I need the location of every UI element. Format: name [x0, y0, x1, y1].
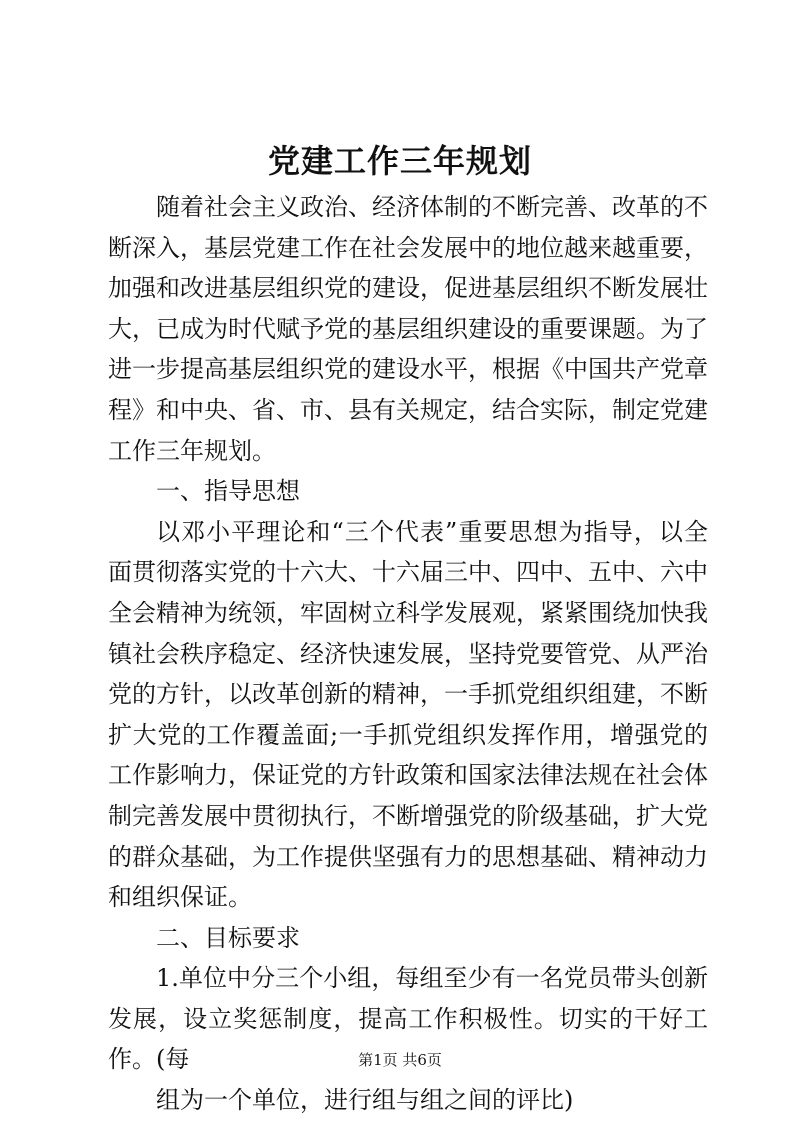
paragraph-intro: 随着社会主义政治、经济体制的不断完善、改革的不断深入，基层党建工作在社会发展中的地位越来越重要，加强和改进基层组织党的建设，促进基层组织不断发展壮大，已成为时代赋予党的基层组织建设的重要课题。为了进一步提高基层组织党的建设水平，根据《中国共产党章程》和中央、省、市、县有关规定，结合实际，制定党建工作三年规划。 — [108, 193, 708, 465]
document-body — [108, 187, 708, 1121]
paragraph-goal-item-1: 1.单位中分三个小组，每组至少有一名党员带头创新发展，设立奖惩制度，提高工作积极性。切实的干好工作。(每 — [108, 964, 708, 1074]
paragraph-guiding-ideology: 以邓小平理论和“三个代表”重要思想为指导，以全面贯彻落实党的十六大、十六届三中、四中、五中、六中全会精神为统领，牢固树立科学发展观，紧紧围绕加快我镇社会秩序稳定、经济快速发展，坚持党要管党、从严治党的方针，以改革创新的精神，一手抓党组织组建，不断扩大党的工作覆盖面;一手抓党组织发挥作用，增强党的工作影响力，保证党的方针政策和国家法律法规在社会体制完善发展中贯彻执行，不断增强党的阶级基础，扩大党的群众基础，为工作提供坚强有力的思想基础、精神动力和组织保证。 — [108, 517, 708, 912]
document-title: 党建工作三年规划 — [267, 142, 532, 180]
section-heading-goals: 二、目标要求 — [156, 923, 300, 952]
section-heading-guiding-ideology: 一、指导思想 — [156, 477, 300, 506]
page-footer: 第1页 共6页 — [358, 1051, 442, 1069]
paragraph-goal-item-1-continued: 组为一个单位，进行组与组之间的评比) — [156, 1086, 574, 1115]
